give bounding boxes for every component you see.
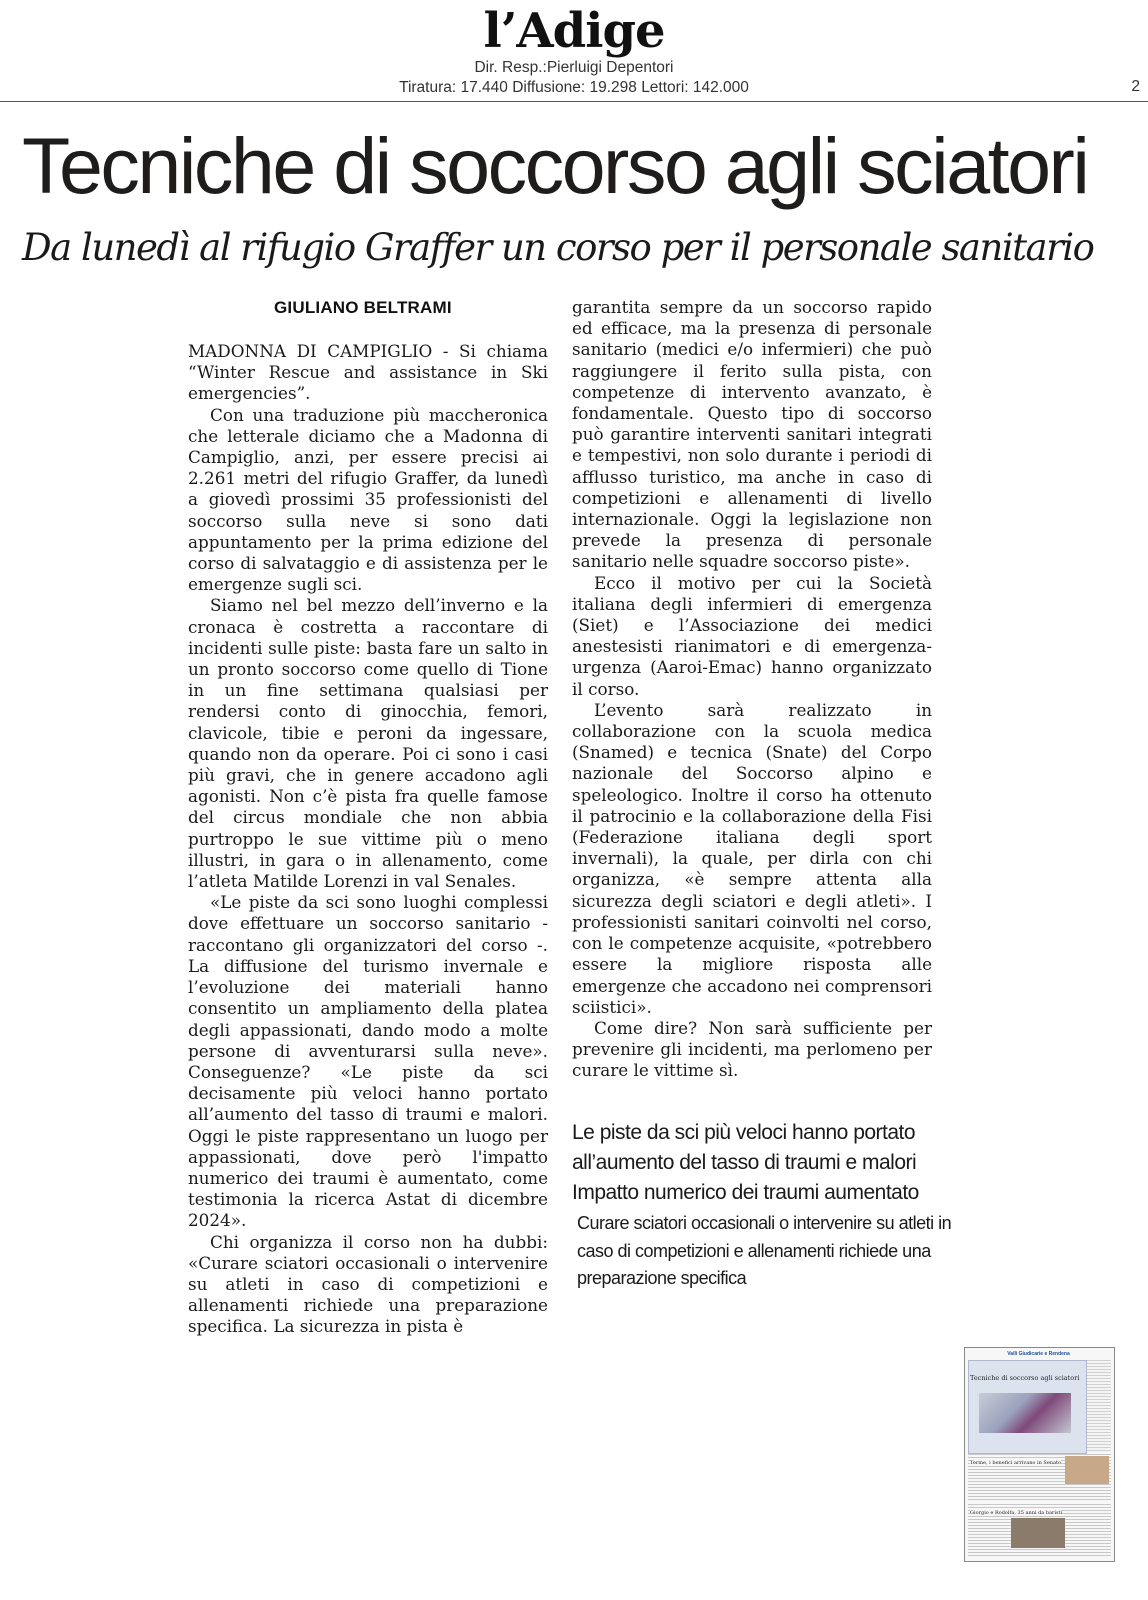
masthead-divider (0, 101, 1148, 102)
paragraph: MADONNA DI CAMPIGLIO - Si chiama “Winter Rescue and assistance in Ski emergencies”. (188, 341, 548, 404)
paragraph: Chi organizza il corso non ha dubbi: «Curare sciatori occasionali o intervenire su atleti in caso di competizioni e allenamenti richiede una preparazione specifica. La sicurezza in pista è (188, 1231, 548, 1337)
thumbnail-side-text (1087, 1360, 1111, 1452)
paragraph: Siamo nel bel mezzo dell’inverno e la cronaca è costretta a raccontare di incidenti sulle piste: basta fare un salto in un pronto soccorso come quello di Tione in un fine settimana qualsiasi per rendersi conto di ginocchia, femori, clavicole, tibie e peroni da ingessare, quando non da operare. Poi ci sono i casi più gravi, che in genere accadono agli agonisti. Non c’è pista fra quelle famose del circus mondiale che non abbia purtroppo le sue vittime più o meno illustri, in gara o in allenamento, come l’atleta Matilde Lorenzi in val Senales. (188, 595, 548, 892)
article-headline: Tecniche di soccorso agli sciatori (22, 121, 1088, 210)
page-thumbnail (964, 1347, 1115, 1562)
thumbnail-photo (1065, 1456, 1109, 1484)
paragraph: Ecco il motivo per cui la Società italiana degli infermieri di emergenza (Siet) e l’Associazione dei medici anestesisti rianimatori e di emergenza-urgenza (Aaroi-Emac) hanno organizzato il corso. (572, 572, 932, 699)
thumbnail-section-label: Valli Giudicarie e Rendena (1007, 1351, 1070, 1357)
article-column-1 (188, 341, 548, 1338)
article-subheadline: Da lunedì al rifugio Graffer un corso per il personale sanitario (22, 226, 1094, 269)
pull-quote-secondary: Curare sciatori occasionali o intervenire su atleti in caso di competizioni e allenamenti richiede una preparazione specifica (577, 1213, 952, 1288)
pull-quote-primary: Le piste da sci più veloci hanno portato all’aumento del tasso di traumi e malori Impatto numerico dei traumi aumentato (572, 1121, 919, 1204)
paragraph: Con una traduzione più maccheronica che letterale diciamo che a Madonna di Campiglio, anzi, per essere precisi ai 2.261 metri del rifugio Graffer, da lunedì a giovedì prossimi 35 professionisti del soccorso sulla neve si sono dati appuntamento per la prima edizione del corso di salvataggio e di assistenza per le emergenze sugli sci. (188, 404, 548, 595)
newspaper-logo: l’Adige (483, 3, 665, 59)
paragraph: garantita sempre da un soccorso rapido ed efficace, ma la presenza di personale sanitario (medici e/o infermieri) che può raggiungere il ferito sulla pista, con competenze di intervento avanzato, è fondamentale. Questo tipo di soccorso può garantire interventi sanitari integrati e tempestivi, non solo durante i periodi di afflusso turistico, ma anche in caso di competizioni e allenamenti di livello internazionale. Oggi la legislazione non prevede la presenza di personale sanitario nelle squadre soccorso piste». (572, 297, 932, 572)
circulation-stats: Tiratura: 17.440 Diffusione: 19.298 Lettori: 142.000 (399, 79, 749, 96)
paragraph: L’evento sarà realizzato in collaborazione con la scuola medica (Snamed) e tecnica (Snate) del Corpo nazionale del Soccorso alpino e speleologico. Inoltre il corso ha ottenuto il patrocinio e la collaborazione della Fisi (Federazione italiana degli sport invernali), la quale, per dirla con chi organizza, «è sempre attenta alla sicurezza degli sciatori e degli atleti». I professionisti sanitari coinvolti nel corso, con le competenze acquisite, «potrebbero essere la migliore risposta alle emergenze che accadono nei comprensori sciistici». (572, 699, 932, 1017)
thumbnail-title-2: Terme, i benefici arrivano in Senato (970, 1460, 1062, 1466)
director-line: Dir. Resp.:Pierluigi Depentori (474, 59, 674, 76)
page-number: 2 (1131, 78, 1140, 95)
paragraph: «Le piste da sci sono luoghi complessi dove effettuare un soccorso sanitario - raccontano gli organizzatori del corso -. La diffusione del turismo invernale e l’evoluzione dei materiali hanno consentito un ampliamento della platea degli appassionati, dando modo a molte persone di avventurarsi sulla neve». Conseguenze? «Le piste da sci decisamente più veloci hanno portato all’aumento del tasso di traumi e malori. Oggi le piste rappresentano un luogo per appassionati, dove però l'impatto numerico dei traumi è aumentato, come testimonia la ricerca Astat di dicembre 2024». (188, 892, 548, 1231)
article-byline: GIULIANO BELTRAMI (274, 298, 452, 317)
thumbnail-photo (979, 1393, 1071, 1433)
article-column-2 (572, 297, 932, 1082)
thumbnail-photo (1011, 1518, 1065, 1548)
thumbnail-title-1: Tecniche di soccorso agli sciatori (970, 1374, 1080, 1382)
thumbnail-title-3: Giorgio e Rodolfa, 35 anni da baristi (970, 1510, 1063, 1516)
paragraph: Come dire? Non sarà sufficiente per prevenire gli incidenti, ma perlomeno per curare le vittime sì. (572, 1017, 932, 1081)
